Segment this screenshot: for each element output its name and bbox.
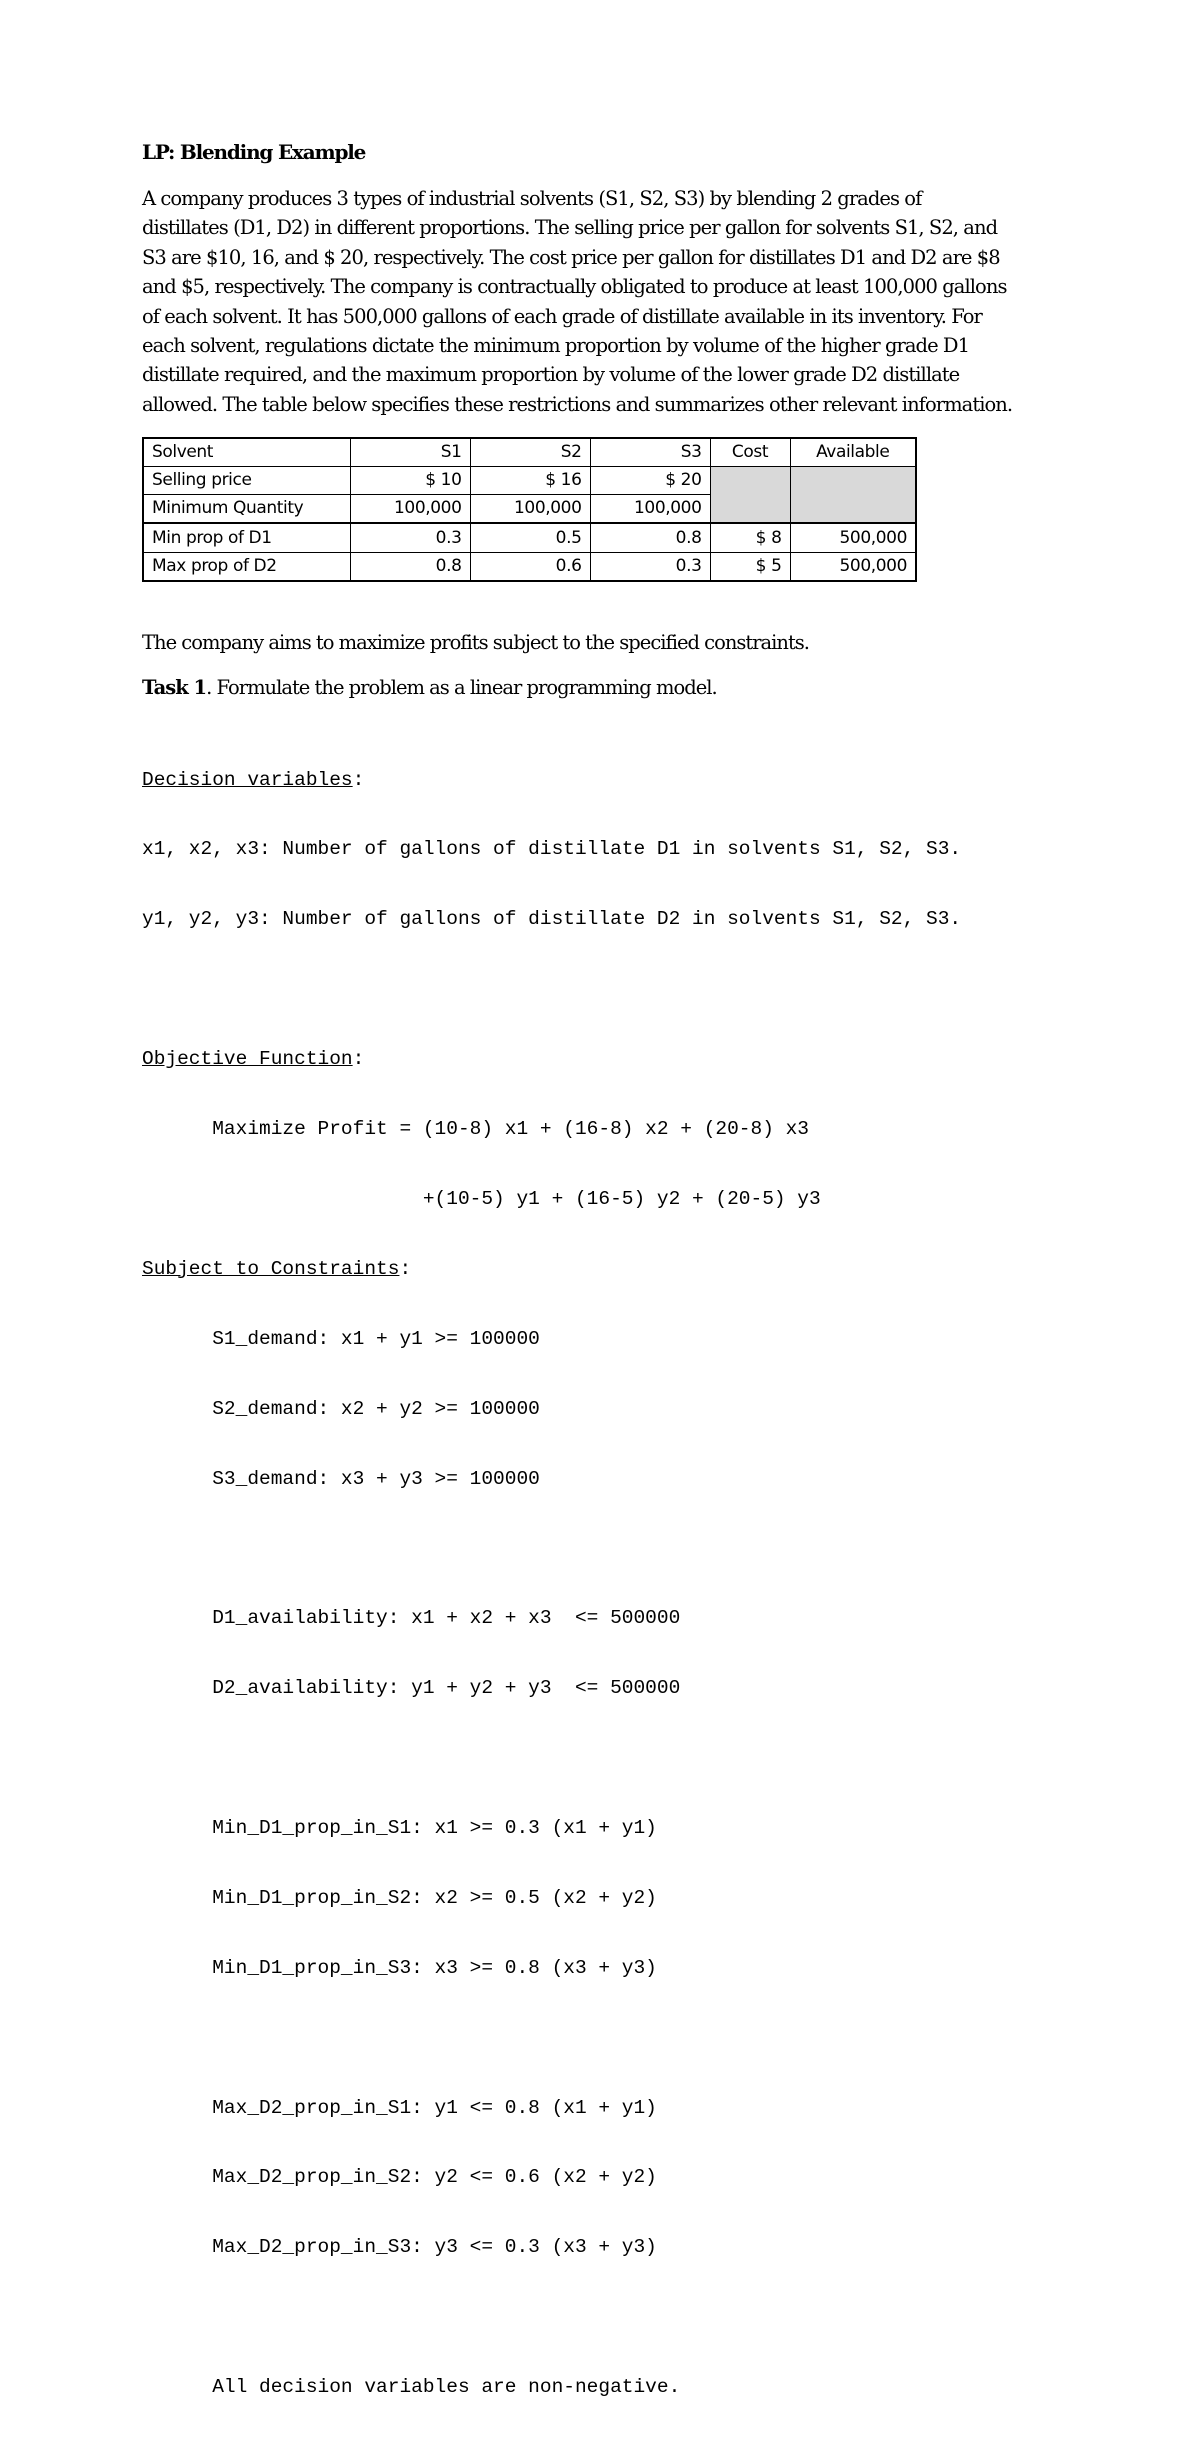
decision-heading: Decision variables <box>142 768 353 791</box>
table-cell: 100,000 <box>590 495 710 524</box>
table-cell: $ 10 <box>350 467 470 495</box>
table-cell: 100,000 <box>470 495 590 524</box>
intro-line: distillate required, and the maximum proportion by volume of the lower grade D2 distillate <box>142 363 960 387</box>
table-header-cell: S1 <box>350 438 470 467</box>
task-statement <box>142 676 717 699</box>
table-row <box>143 523 916 553</box>
constraints-heading: Subject to Constraints <box>142 1257 400 1280</box>
table-cell: $ 20 <box>590 467 710 495</box>
table-cell: 0.3 <box>350 523 470 553</box>
lp-model <box>142 722 961 2446</box>
objective-heading-line: Objective Function: <box>142 1048 365 1071</box>
table-row <box>143 553 916 582</box>
blank-line <box>142 2027 961 2050</box>
intro-line: and $5, respectively. The company is contractually obligated to produce at least 100,000 gallons <box>142 275 1007 299</box>
model-line: Max_D2_prop_in_S3: y3 <= 0.3 (x3 + y3) <box>142 2236 657 2259</box>
model-line: D1_availability: x1 + x2 + x3 <= 500000 <box>142 1607 681 1630</box>
table-cell: $ 16 <box>470 467 590 495</box>
decision-heading-line: Decision variables: <box>142 768 365 791</box>
model-line: Max_D2_prop_in_S2: y2 <= 0.6 (x2 + y2) <box>142 2166 657 2189</box>
page-title: LP: Blending Example <box>142 140 366 164</box>
intro-line: A company produces 3 types of industrial solvents (S1, S2, S3) by blending 2 grades of <box>142 187 922 210</box>
model-line: Min_D1_prop_in_S3: x3 >= 0.8 (x3 + y3) <box>142 1956 657 1979</box>
constraints-heading-line: Subject to Constraints: <box>142 1257 412 1280</box>
table-cell: Max prop of D2 <box>143 553 350 582</box>
table-row <box>143 467 916 495</box>
table-cell: $ 5 <box>710 553 790 582</box>
intro-line: allowed. The table below specifies these restrictions and summarizes other relevant information. <box>142 392 1013 416</box>
model-line: S1_demand: x1 + y1 >= 100000 <box>142 1327 540 1350</box>
model-line: Max_D2_prop_in_S1: y1 <= 0.8 (x1 + y1) <box>142 2096 657 2119</box>
table-cell: 100,000 <box>350 495 470 524</box>
table-header-cell: S3 <box>590 438 710 467</box>
model-line: S3_demand: x3 + y3 >= 100000 <box>142 1467 540 1490</box>
aim-statement: The company aims to maximize profits subject to the specified constraints. <box>142 631 810 654</box>
model-line: Min_D1_prop_in_S2: x2 >= 0.5 (x2 + y2) <box>142 1886 657 1909</box>
table-cell: 0.3 <box>590 553 710 582</box>
table-cell: 500,000 <box>790 553 916 582</box>
blank-line <box>142 2306 961 2329</box>
table-cell: 0.6 <box>470 553 590 582</box>
table-header-cell: S2 <box>470 438 590 467</box>
table-cell: $ 8 <box>710 523 790 553</box>
intro-line: each solvent, regulations dictate the minimum proportion by volume of the higher grade D1 <box>142 334 970 358</box>
solvent-info-table <box>142 437 917 582</box>
intro-line: of each solvent. It has 500,000 gallons of each grade of distillate available in its inventory. For <box>142 304 982 328</box>
table-cell: Minimum Quantity <box>143 495 350 524</box>
problem-description <box>142 184 1082 419</box>
table-cell-shaded <box>790 467 916 524</box>
model-line: S2_demand: x2 + y2 >= 100000 <box>142 1397 540 1420</box>
blank-line <box>142 1537 961 1560</box>
model-line: y1, y2, y3: Number of gallons of distillate D2 in solvents S1, S2, S3. <box>142 908 962 931</box>
table-cell-shaded <box>710 467 790 524</box>
table-cell: Min prop of D1 <box>143 523 350 553</box>
model-line: x1, x2, x3: Number of gallons of distillate D1 in solvents S1, S2, S3. <box>142 838 962 861</box>
intro-line: S3 are $10, 16, and $ 20, respectively. The cost price per gallon for distillates D1 and D2 are $8 <box>142 245 1000 269</box>
model-line: All decision variables are non-negative. <box>142 2376 681 2399</box>
table-cell: 500,000 <box>790 523 916 553</box>
blank-line <box>142 978 961 1001</box>
intro-line: distillates (D1, D2) in different proportions. The selling price per gallon for solvents S1, S2, and <box>142 216 998 240</box>
table-cell: 0.8 <box>590 523 710 553</box>
model-line: D2_availability: y1 + y2 + y3 <= 500000 <box>142 1677 681 1700</box>
table-cell: Selling price <box>143 467 350 495</box>
objective-heading: Objective Function <box>142 1048 353 1071</box>
model-line: +(10-5) y1 + (16-5) y2 + (20-5) y3 <box>142 1187 821 1210</box>
table-cell: 0.5 <box>470 523 590 553</box>
table-header-cell: Solvent <box>143 438 350 467</box>
table-cell: 0.8 <box>350 553 470 582</box>
model-line: Maximize Profit = (10-8) x1 + (16-8) x2 + (20-8) x3 <box>142 1118 810 1141</box>
table-header-cell: Available <box>790 438 916 467</box>
table-header-cell: Cost <box>710 438 790 467</box>
task-text: . Formulate the problem as a linear programming model. <box>206 676 717 699</box>
task-label: Task 1 <box>142 676 207 699</box>
blank-line <box>142 1747 961 1770</box>
model-line: Min_D1_prop_in_S1: x1 >= 0.3 (x1 + y1) <box>142 1816 657 1839</box>
table-header-row <box>143 438 916 467</box>
